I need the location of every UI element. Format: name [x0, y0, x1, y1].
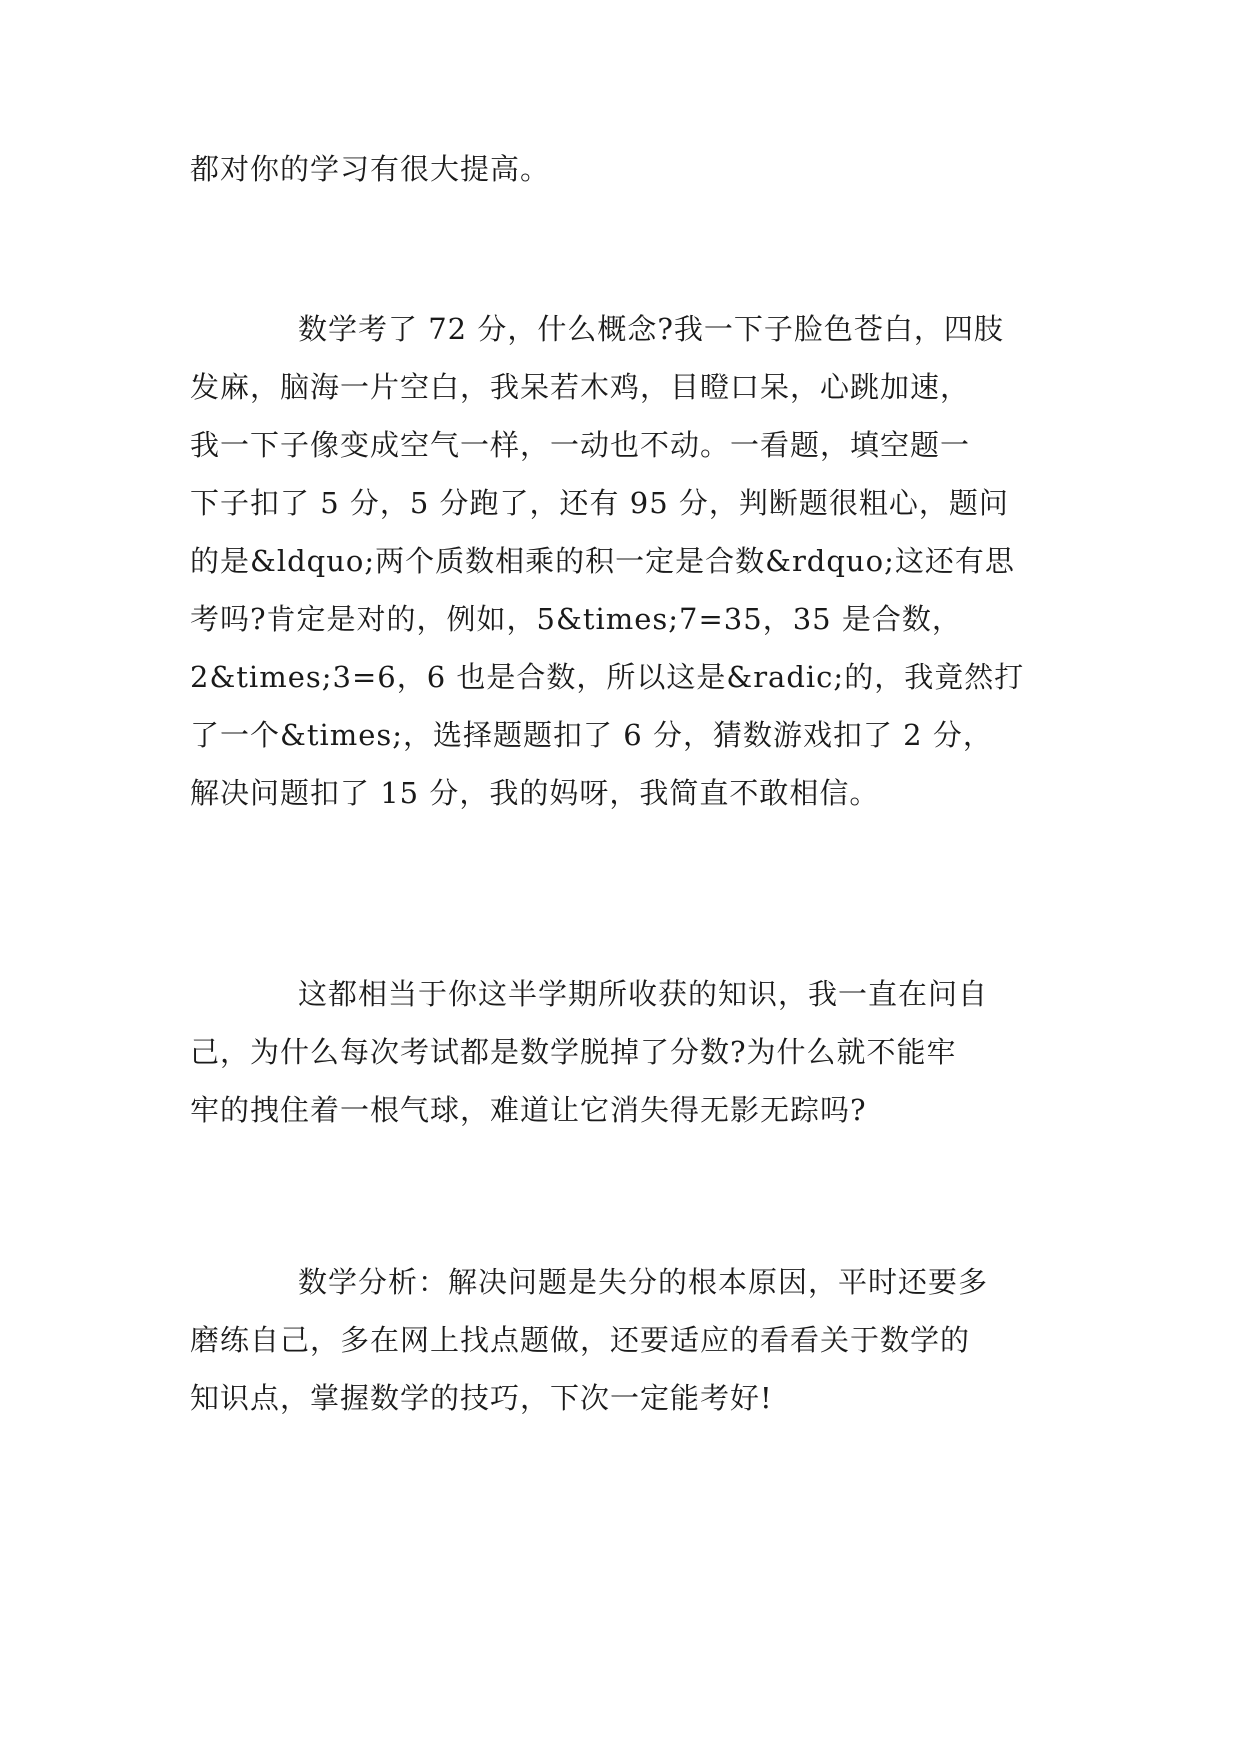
text-line: 知识点，掌握数学的技巧，下次一定能考好!	[190, 1381, 773, 1415]
text-line: 解决问题扣了 15 分，我的妈呀，我简直不敢相信。	[190, 776, 880, 810]
paragraph-4	[190, 1253, 1060, 1427]
paragraph-1	[190, 140, 1060, 198]
text-line: 数学分析：解决问题是失分的根本原因，平时还要多	[298, 1265, 989, 1299]
text-line: 数学考了 72 分，什么概念?我一下子脸色苍白，四肢	[298, 312, 1004, 346]
paragraph-3	[190, 965, 1060, 1139]
text-line: 牢的拽住着一根气球，难道让它消失得无影无踪吗?	[190, 1093, 867, 1127]
text-line: 2&times;3=6，6 也是合数，所以这是&radic;的，我竟然打	[190, 660, 1025, 694]
paragraph-2	[190, 300, 1060, 822]
text-line: 的是&ldquo;两个质数相乘的积一定是合数&rdquo;这还有思	[190, 544, 1015, 578]
text-line: 己，为什么每次考试都是数学脱掉了分数?为什么就不能牢	[190, 1035, 957, 1069]
text-line: 我一下子像变成空气一样，一动也不动。一看题，填空题一	[190, 428, 971, 462]
text-line: 考吗?肯定是对的，例如，5&times;7=35，35 是合数，	[190, 602, 962, 636]
text-line: 发麻，脑海一片空白，我呆若木鸡，目瞪口呆，心跳加速，	[190, 370, 971, 404]
text-line: 下子扣了 5 分，5 分跑了，还有 95 分，判断题很粗心，题问	[190, 486, 1009, 520]
text-line: 了一个&times;，选择题题扣了 6 分，猜数游戏扣了 2 分，	[190, 718, 993, 752]
text-line: 都对你的学习有很大提高。	[190, 152, 551, 186]
text-line: 这都相当于你这半学期所收获的知识，我一直在问自	[298, 977, 989, 1011]
text-line: 磨练自己，多在网上找点题做，还要适应的看看关于数学的	[190, 1323, 971, 1357]
